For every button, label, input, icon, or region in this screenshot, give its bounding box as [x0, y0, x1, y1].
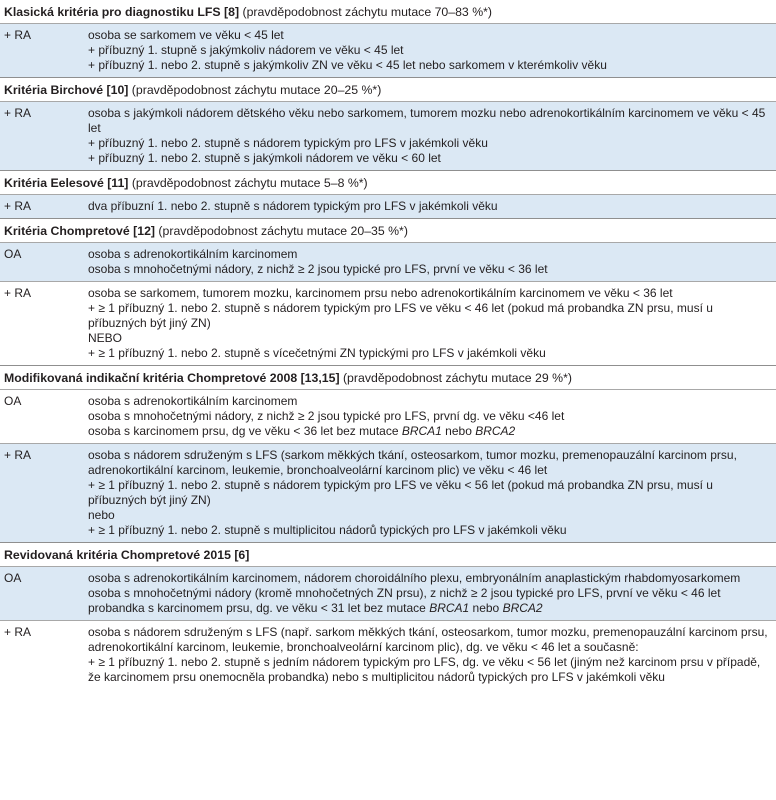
row-content [76, 102, 776, 170]
criterion-line: osoba s adrenokortikálním karcinomem, nádorem choroidálního plexu, embryonálním anaplastickým rhabdomyosarkomem [88, 571, 741, 585]
gene-name: BRCA2 [502, 601, 543, 615]
criterion-line: osoba s karcinomem prsu, dg ve věku < 36 let bez mutace BRCA1 nebo BRCA2 [88, 424, 516, 438]
criteria-row [0, 23, 776, 77]
row-content [76, 282, 776, 365]
criterion-line: osoba s adrenokortikálním karcinomem [88, 247, 298, 261]
criteria-section [0, 77, 776, 170]
section-header [0, 219, 776, 242]
criterion-line: osoba s adrenokortikálním karcinomem [88, 394, 298, 408]
section-note: (pravděpodobnost záchytu mutace 20–25 %*) [128, 83, 382, 97]
criteria-section [0, 0, 776, 77]
criterion-line: probandka s karcinomem prsu, dg. ve věku < 31 let bez mutace BRCA1 nebo BRCA2 [88, 601, 543, 615]
criteria-section [0, 218, 776, 365]
section-header [0, 171, 776, 194]
criterion-line: + příbuzný 1. nebo 2. stupně s jakýmkoli nádorem ve věku < 60 let [88, 151, 441, 165]
criteria-row [0, 101, 776, 170]
row-label: + RA [4, 28, 32, 42]
criteria-row [0, 443, 776, 542]
section-header [0, 543, 776, 566]
row-content [76, 444, 776, 542]
row-label: OA [4, 571, 22, 585]
criterion-line: dva příbuzní 1. nebo 2. stupně s nádorem typickým pro LFS v jakémkoli věku [88, 199, 498, 213]
criteria-section [0, 170, 776, 218]
row-content [76, 621, 776, 689]
row-label: OA [4, 247, 22, 261]
criterion-line: osoba s mnohočetnými nádory (kromě mnohočetných ZN prsu), z nichž ≥ 2 jsou typické pro LFS, první ve věku < 46 let [88, 586, 721, 600]
criterion-line: + ≥ 1 příbuzný 1. nebo 2. stupně s jedním nádorem typickým pro LFS, dg. ve věku < 56 let (jiným než karcinom prsu v případě, že karcinomem prsu onemocněla probandka) nebo s multiplicitou nádorů typických pro LFS v jakémkoli věku [88, 655, 761, 684]
criterion-line: osoba s nádorem sdruženým s LFS (sarkom měkkých tkání, osteosarkom, tumor mozku, premenopauzální karcinom prsu, adrenokortikální karcinom, leukemie, bronchoalveolární karcinom plic) ve věku < 46 let [88, 448, 737, 477]
row-content [76, 195, 776, 218]
gene-name: BRCA1 [401, 424, 442, 438]
criterion-line: + ≥ 1 příbuzný 1. nebo 2. stupně s nádorem typickým pro LFS ve věku < 56 let (pokud má probandka ZN prsu, musí u příbuzných být jiný ZN) [88, 478, 713, 507]
section-title: Revidovaná kritéria Chompretové 2015 [6] [4, 548, 250, 562]
row-content [76, 24, 776, 77]
criterion-line: osoba s mnohočetnými nádory, z nichž ≥ 2 jsou typické pro LFS, první dg. ve věku <46 let [88, 409, 565, 423]
section-note: (pravděpodobnost záchytu mutace 5–8 %*) [128, 176, 368, 190]
criterion-line: osoba se sarkomem ve věku < 45 let [88, 28, 284, 42]
criterion-line: nebo [88, 508, 115, 522]
criterion-line: NEBO [88, 331, 123, 345]
criteria-row [0, 620, 776, 689]
criteria-row [0, 389, 776, 443]
row-label: + RA [4, 448, 32, 462]
criterion-line: osoba se sarkomem, tumorem mozku, karcinomem prsu nebo adrenokortikálním karcinomem ve věku < 36 let [88, 286, 673, 300]
section-title: Kritéria Chompretové [12] [4, 224, 156, 238]
section-title: Modifikovaná indikační kritéria Chompretové 2008 [13,15] [4, 371, 340, 385]
section-note: (pravděpodobnost záchytu mutace 70–83 %*) [239, 5, 493, 19]
section-note: (pravděpodobnost záchytu mutace 20–35 %*) [155, 224, 408, 238]
criterion-line: + příbuzný 1. stupně s jakýmkoliv nádorem ve věku < 45 let [88, 43, 404, 57]
section-header [0, 78, 776, 101]
criterion-line: osoba s mnohočetnými nádory, z nichž ≥ 2 jsou typické pro LFS, první ve věku < 36 let [88, 262, 548, 276]
row-content [76, 567, 776, 620]
criterion-line: + ≥ 1 příbuzný 1. nebo 2. stupně s multiplicitou nádorů typických pro LFS v jakémkoli věku [88, 523, 567, 537]
criteria-row [0, 194, 776, 218]
criterion-line: + příbuzný 1. nebo 2. stupně s nádorem typickým pro LFS v jakémkoli věku [88, 136, 488, 150]
gene-name: BRCA2 [475, 424, 516, 438]
row-label: + RA [4, 625, 32, 639]
section-title: Klasická kritéria pro diagnostiku LFS [8] [4, 5, 240, 19]
criteria-row [0, 281, 776, 365]
section-header [0, 366, 776, 389]
criterion-line: + ≥ 1 příbuzný 1. nebo 2. stupně s vícečetnými ZN typickými pro LFS v jakémkoli věku [88, 346, 546, 360]
gene-name: BRCA1 [429, 601, 470, 615]
criteria-row [0, 242, 776, 281]
criterion-line: osoba s nádorem sdruženým s LFS (např. sarkom měkkých tkání, osteosarkom, tumor mozku, premenopauzální karcinom prsu, adrenokortikální karcinom, leukemie, bronchoalveolární karcinom plic), dg. ve věku < 46 let a současně: [88, 625, 768, 654]
row-content [76, 390, 776, 443]
row-label: + RA [4, 286, 32, 300]
row-label: + RA [4, 199, 32, 213]
section-header [0, 0, 776, 23]
section-title: Kritéria Birchové [10] [4, 83, 129, 97]
criteria-section [0, 365, 776, 542]
criteria-section [0, 542, 776, 689]
row-content [76, 243, 776, 281]
criterion-line: + ≥ 1 příbuzný 1. nebo 2. stupně s nádorem typickým pro LFS ve věku < 46 let (pokud má probandka ZN prsu, musí u příbuzných být jiný ZN) [88, 301, 713, 330]
criterion-line: osoba s jakýmkoli nádorem dětského věku nebo sarkomem, tumorem mozku nebo adrenokortikálním karcinomem ve věku < 45 let [88, 106, 766, 135]
criterion-line: + příbuzný 1. nebo 2. stupně s jakýmkoliv ZN ve věku < 45 let nebo sarkomem v kterémkoliv věku [88, 58, 607, 72]
section-note: (pravděpodobnost záchytu mutace 29 %*) [339, 371, 572, 385]
section-title: Kritéria Eelesové [11] [4, 176, 129, 190]
row-label: OA [4, 394, 22, 408]
criteria-row [0, 566, 776, 620]
row-label: + RA [4, 106, 32, 120]
